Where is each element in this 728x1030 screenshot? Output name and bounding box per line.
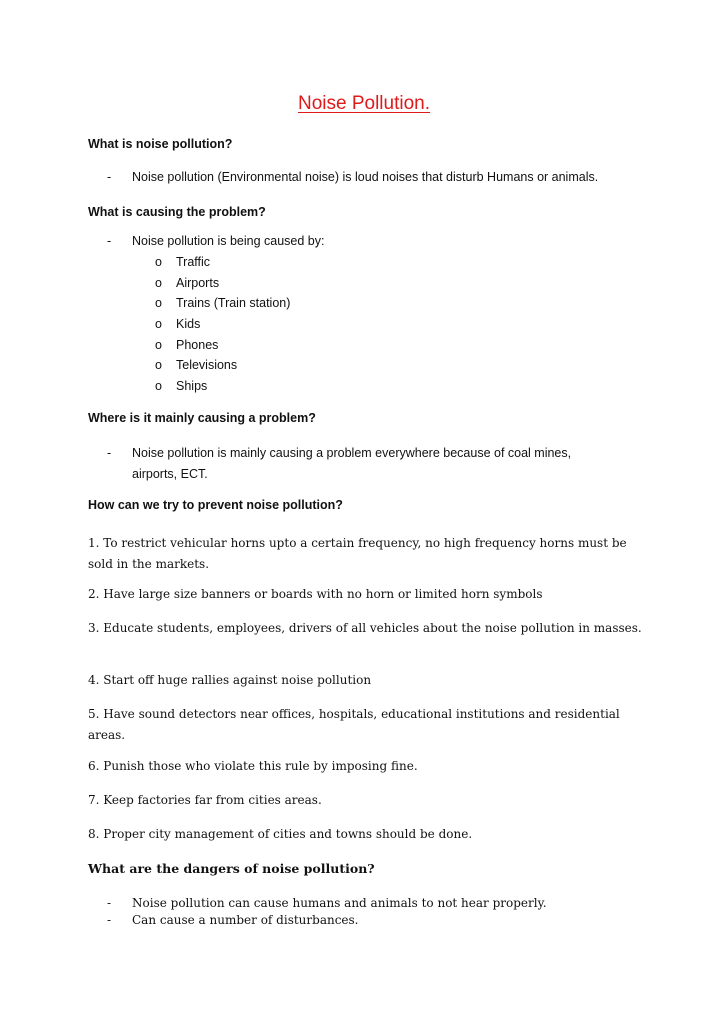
question-dangers: What are the dangers of noise pollution? — [88, 861, 375, 876]
danger-text: Noise pollution can cause humans and animals to not hear properly. — [132, 896, 547, 910]
prevention-step-8: 8. Proper city management of cities and towns should be done. — [88, 827, 473, 841]
question-how-to-prevent: How can we try to prevent noise pollution? — [88, 498, 343, 512]
answer-text-line-1: Noise pollution is mainly causing a problem everywhere because of coal mines, — [132, 446, 572, 460]
danger-text: Can cause a number of disturbances. — [132, 913, 359, 927]
question-where-is-it-causing: Where is it mainly causing a problem? — [88, 411, 316, 425]
prevention-step-3: 3. Educate students, employees, drivers of all vehicles about the noise pollution in masses. — [88, 621, 642, 635]
answer-text: Noise pollution (Environmental noise) is loud noises that disturb Humans or animals. — [132, 170, 599, 184]
prevention-step-7: 7. Keep factories far from cities areas. — [88, 793, 322, 807]
prevention-step-2: 2. Have large size banners or boards with no horn or limited horn symbols — [88, 587, 543, 601]
dash-bullet: - — [107, 913, 112, 927]
dash-bullet: - — [107, 170, 112, 184]
prevention-step-4: 4. Start off huge rallies against noise pollution — [88, 673, 372, 687]
document-title: Noise Pollution. — [297, 93, 431, 114]
prevention-step-1: 1. To restrict vehicular horns upto a certain frequency, no high frequency horns must be sold in the markets. — [88, 536, 627, 571]
question-what-is-causing: What is causing the problem? — [88, 205, 266, 219]
prevention-step-6: 6. Punish those who violate this rule by imposing fine. — [88, 759, 418, 773]
dash-bullet: - — [107, 446, 112, 460]
document-page: Noise Pollution. What is noise pollution? - Noise pollution (Environmental noise) is loud noises that disturb Humans or animals. What is causing the problem? - Noise pollution is being caused by: o Traffic o Airports o Trains (Train station) o Kids o Phones o Televisions o Ships Where is it mainly causing a problem? - Noise pollution is mainly causing a problem everywhere because of coal mines, airports, ECT. How can we try to prevent noise pollution? 1. To restrict vehicular horns upto a certain frequency, no high frequency horns must be sold in the markets. 2. Have large size banners or boards with no horn or limited horn symbols 3. Educate students, employees, drivers of all vehicles about the noise pollution in masses. 4. Start off huge rallies against noise pollution 5. Have sound detectors near offices, hospitals, educational institutions and residential areas. 6. Punish those who violate this rule by imposing fine. 7. Keep factories far from cities areas. 8. Proper city management of cities and towns should be done. What are the dangers of noise pollution? - Noise pollution can cause humans and animals to not hear properly. - Can cause a number of disturbances. — [0, 0, 728, 1030]
dash-bullet: - — [107, 896, 112, 910]
question-what-is-noise-pollution: What is noise pollution? — [88, 137, 233, 151]
prevention-step-5: 5. Have sound detectors near offices, hospitals, educational institutions and residential areas. — [88, 707, 620, 742]
dash-bullet: - — [107, 234, 112, 248]
answer-text-line-2: airports, ECT. — [132, 467, 208, 481]
answer-text: Noise pollution is being caused by: — [132, 234, 325, 248]
